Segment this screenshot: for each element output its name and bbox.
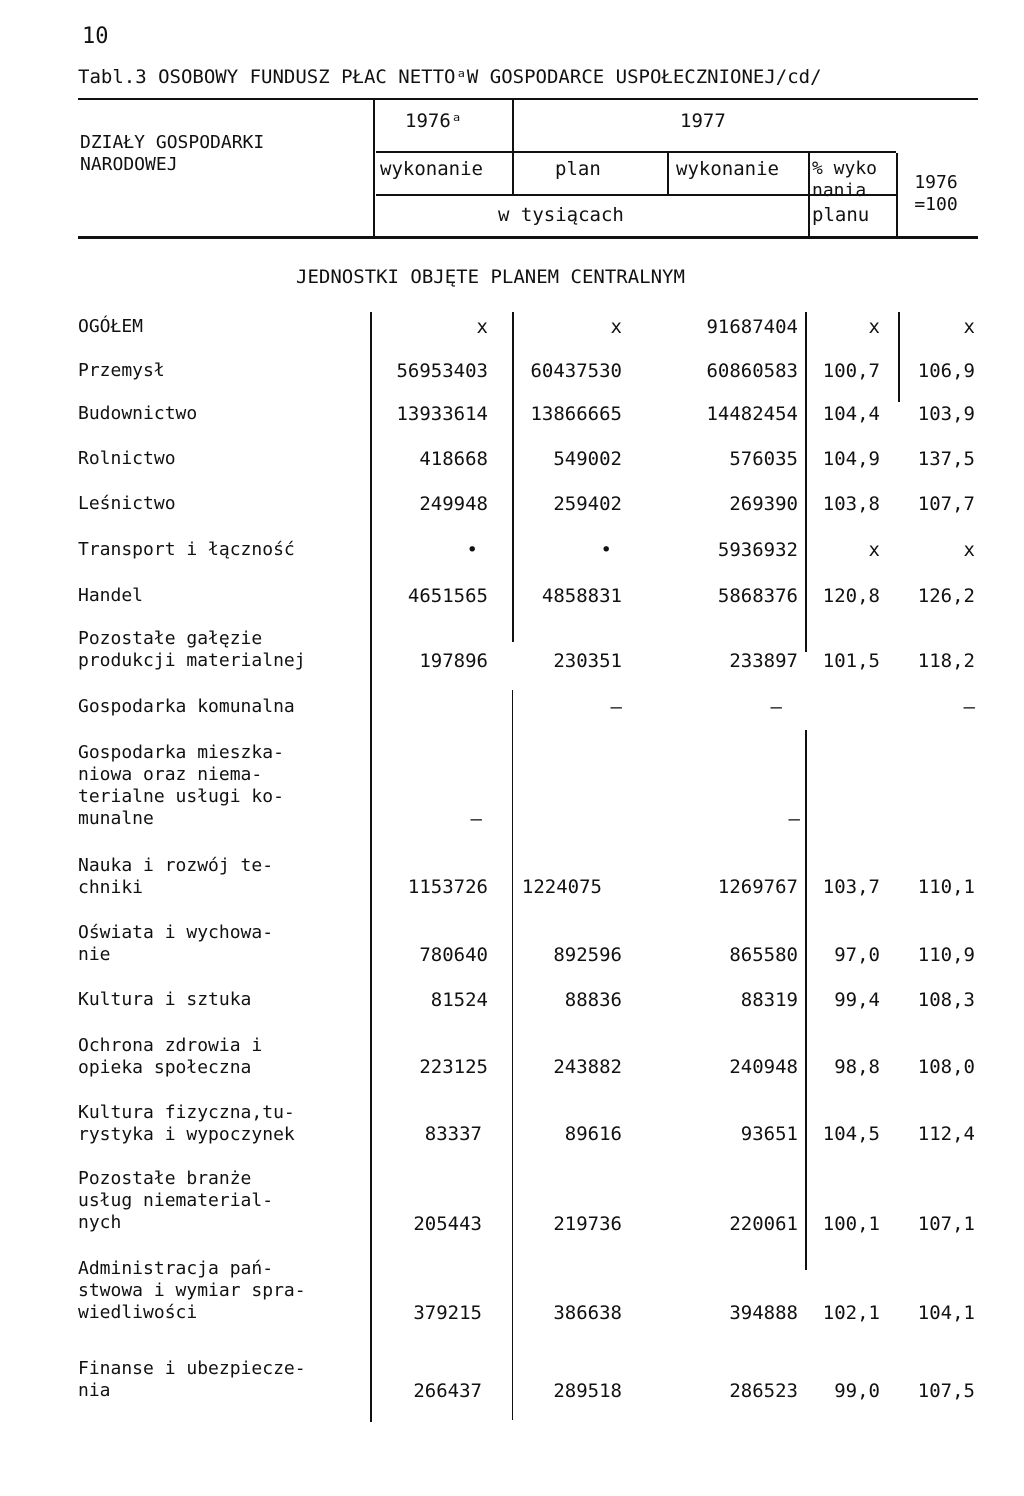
row-label: Rolnictwo [78, 448, 176, 469]
header-wykonanie-1976: wykonanie [380, 158, 483, 180]
cell-plan: 89616 [564, 1123, 622, 1145]
cell-w1977: 60860583 [706, 360, 798, 382]
cell-idx: 107,7 [917, 493, 975, 515]
cell-plan: 549002 [553, 448, 622, 470]
cell-pct: 104,5 [822, 1123, 880, 1145]
cell-w1976: x [476, 316, 488, 338]
cell-pct: 102,1 [822, 1302, 880, 1324]
cell-idx: 103,9 [917, 403, 975, 425]
cell-plan: 386638 [553, 1302, 622, 1324]
row-label: Gospodarka mieszka- niowa oraz niema- terialne usługi ko- munalne [78, 742, 284, 829]
table-title: Tabl.3 OSOBOWY FUNDUSZ PŁAC NETTOᵃW GOSPODARCE USPOŁECZNIONEJ/cd/ [78, 66, 822, 88]
cell-w1977: 5868376 [717, 585, 798, 607]
header-pct: % wyko nania [812, 158, 878, 201]
cell-w1977: 93651 [740, 1123, 798, 1145]
page-number: 10 [82, 24, 109, 49]
row-label: Ochrona zdrowia i opieka społeczna [78, 1035, 263, 1078]
header-plan: plan [555, 158, 601, 180]
cell-idx: x [963, 316, 975, 338]
cell-pct: 101,5 [822, 650, 880, 672]
column-rule [370, 312, 372, 1422]
row-label: Handel [78, 585, 144, 606]
cell-idx: 108,0 [917, 1056, 975, 1078]
cell-idx: 112,4 [917, 1123, 975, 1145]
header-divider [373, 100, 375, 236]
header-divider [896, 153, 898, 236]
cell-plan: — [470, 808, 482, 830]
row-label: Przemysł [78, 360, 165, 381]
cell-w1976: 780640 [419, 944, 488, 966]
cell-idx: 118,2 [917, 650, 975, 672]
row-label: Pozostałe gałęzie produkcji materialnej [78, 628, 306, 671]
cell-pct: x [868, 539, 880, 561]
cell-plan: 88836 [564, 989, 622, 1011]
cell-w1976: 13933614 [396, 403, 488, 425]
cell-idx: 110,9 [917, 944, 975, 966]
header-bottom-rule [78, 236, 978, 239]
cell-pct: 99,4 [834, 989, 880, 1011]
cell-w1976: 379215 [413, 1302, 482, 1324]
cell-w1976: 81524 [430, 989, 488, 1011]
cell-w1977: 269390 [729, 493, 798, 515]
cell-plan: 13866665 [530, 403, 622, 425]
cell-pct: — [788, 808, 800, 830]
cell-idx: 107,1 [917, 1213, 975, 1235]
cell-idx: — [963, 696, 975, 718]
cell-plan: 60437530 [530, 360, 622, 382]
column-rule [805, 730, 807, 1270]
cell-plan: x [610, 316, 622, 338]
cell-w1976: 205443 [413, 1213, 482, 1235]
cell-pct: 100,1 [822, 1213, 880, 1235]
cell-w1976: 223125 [419, 1056, 488, 1078]
cell-plan: 4858831 [541, 585, 622, 607]
row-label: Leśnictwo [78, 493, 176, 514]
cell-plan: 289518 [553, 1380, 622, 1402]
cell-w1976: • [466, 539, 478, 561]
cell-idx: 106,9 [917, 360, 975, 382]
cell-idx: 107,5 [917, 1380, 975, 1402]
header-divider [512, 100, 514, 194]
cell-pct: 103,7 [822, 876, 880, 898]
cell-idx: 104,1 [917, 1302, 975, 1324]
cell-plan: 892596 [553, 944, 622, 966]
cell-w1977: 220061 [729, 1213, 798, 1235]
cell-plan: 259402 [553, 493, 622, 515]
cell-w1977: — [610, 696, 622, 718]
cell-w1976: 1153726 [407, 876, 488, 898]
cell-idx: 110,1 [917, 876, 975, 898]
cell-pct: 100,7 [822, 360, 880, 382]
cell-idx: x [963, 539, 975, 561]
cell-idx: 137,5 [917, 448, 975, 470]
row-label: Kultura i sztuka [78, 989, 252, 1010]
header-sub-rule [376, 151, 896, 153]
cell-w1976: 266437 [413, 1380, 482, 1402]
row-label: Pozostałe branże usług niematerial- nych [78, 1168, 274, 1233]
cell-plan: 243882 [553, 1056, 622, 1078]
cell-plan: • [600, 539, 612, 561]
cell-w1976: 249948 [419, 493, 488, 515]
cell-w1977: 14482454 [706, 403, 798, 425]
cell-pct: x [868, 316, 880, 338]
cell-pct: 97,0 [834, 944, 880, 966]
row-label: Transport i łączność [78, 539, 295, 560]
column-rule [805, 312, 807, 652]
row-label: Budownictwo [78, 403, 198, 424]
cell-w1976: 56953403 [396, 360, 488, 382]
cell-w1977: 576035 [729, 448, 798, 470]
cell-pct: 98,8 [834, 1056, 880, 1078]
cell-w1977: 865580 [729, 944, 798, 966]
cell-w1977: 286523 [729, 1380, 798, 1402]
cell-pct: 103,8 [822, 493, 880, 515]
cell-pct: 104,4 [822, 403, 880, 425]
row-label: Finanse i ubezpiecze- nia [78, 1358, 306, 1401]
cell-w1977: 91687404 [706, 316, 798, 338]
cell-idx: 126,2 [917, 585, 975, 607]
row-label: Kultura fizyczna,tu- rystyka i wypoczynek [78, 1102, 295, 1145]
section-title: JEDNOSTKI OBJĘTE PLANEM CENTRALNYM [296, 266, 685, 288]
cell-w1977: 88319 [740, 989, 798, 1011]
cell-pct: 120,8 [822, 585, 880, 607]
cell-w1976: 197896 [419, 650, 488, 672]
cell-w1977: 1269767 [717, 876, 798, 898]
cell-pct: 104,9 [822, 448, 880, 470]
row-label: Nauka i rozwój te- chniki [78, 855, 274, 898]
row-label: Administracja pań- stwowa i wymiar spra- wiedliwości [78, 1258, 306, 1323]
row-label: Gospodarka komunalna [78, 696, 295, 717]
row-label: Oświata i wychowa- nie [78, 922, 274, 965]
header-wykonanie-1977: wykonanie [676, 158, 779, 180]
header-row-label: DZIAŁY GOSPODARKI NARODOWEJ [80, 132, 265, 175]
cell-w1977: 240948 [729, 1056, 798, 1078]
header-planu: planu [812, 204, 870, 226]
header-divider [808, 153, 810, 236]
cell-w1976: 83337 [424, 1123, 482, 1145]
cell-w1977: 394888 [729, 1302, 798, 1324]
header-index-1976: 1976 =100 [914, 172, 958, 215]
cell-pct: — [770, 696, 782, 718]
cell-w1977: 5936932 [717, 539, 798, 561]
row-label-ogolem: OGÓŁEM [78, 316, 144, 337]
cell-w1977: 233897 [729, 650, 798, 672]
cell-plan: 230351 [553, 650, 622, 672]
header-divider [667, 153, 669, 194]
cell-plan: 219736 [553, 1213, 622, 1235]
cell-plan: 1224075 [521, 876, 602, 898]
header-year-1977: 1977 [680, 110, 726, 132]
header-units: w tysiącach [498, 204, 624, 226]
cell-w1976: 418668 [419, 448, 488, 470]
cell-pct: 99,0 [834, 1380, 880, 1402]
cell-idx: 108,3 [917, 989, 975, 1011]
header-year-1976: 1976ᵃ [405, 110, 463, 132]
header-top-rule [78, 98, 978, 100]
cell-w1976: 4651565 [407, 585, 488, 607]
